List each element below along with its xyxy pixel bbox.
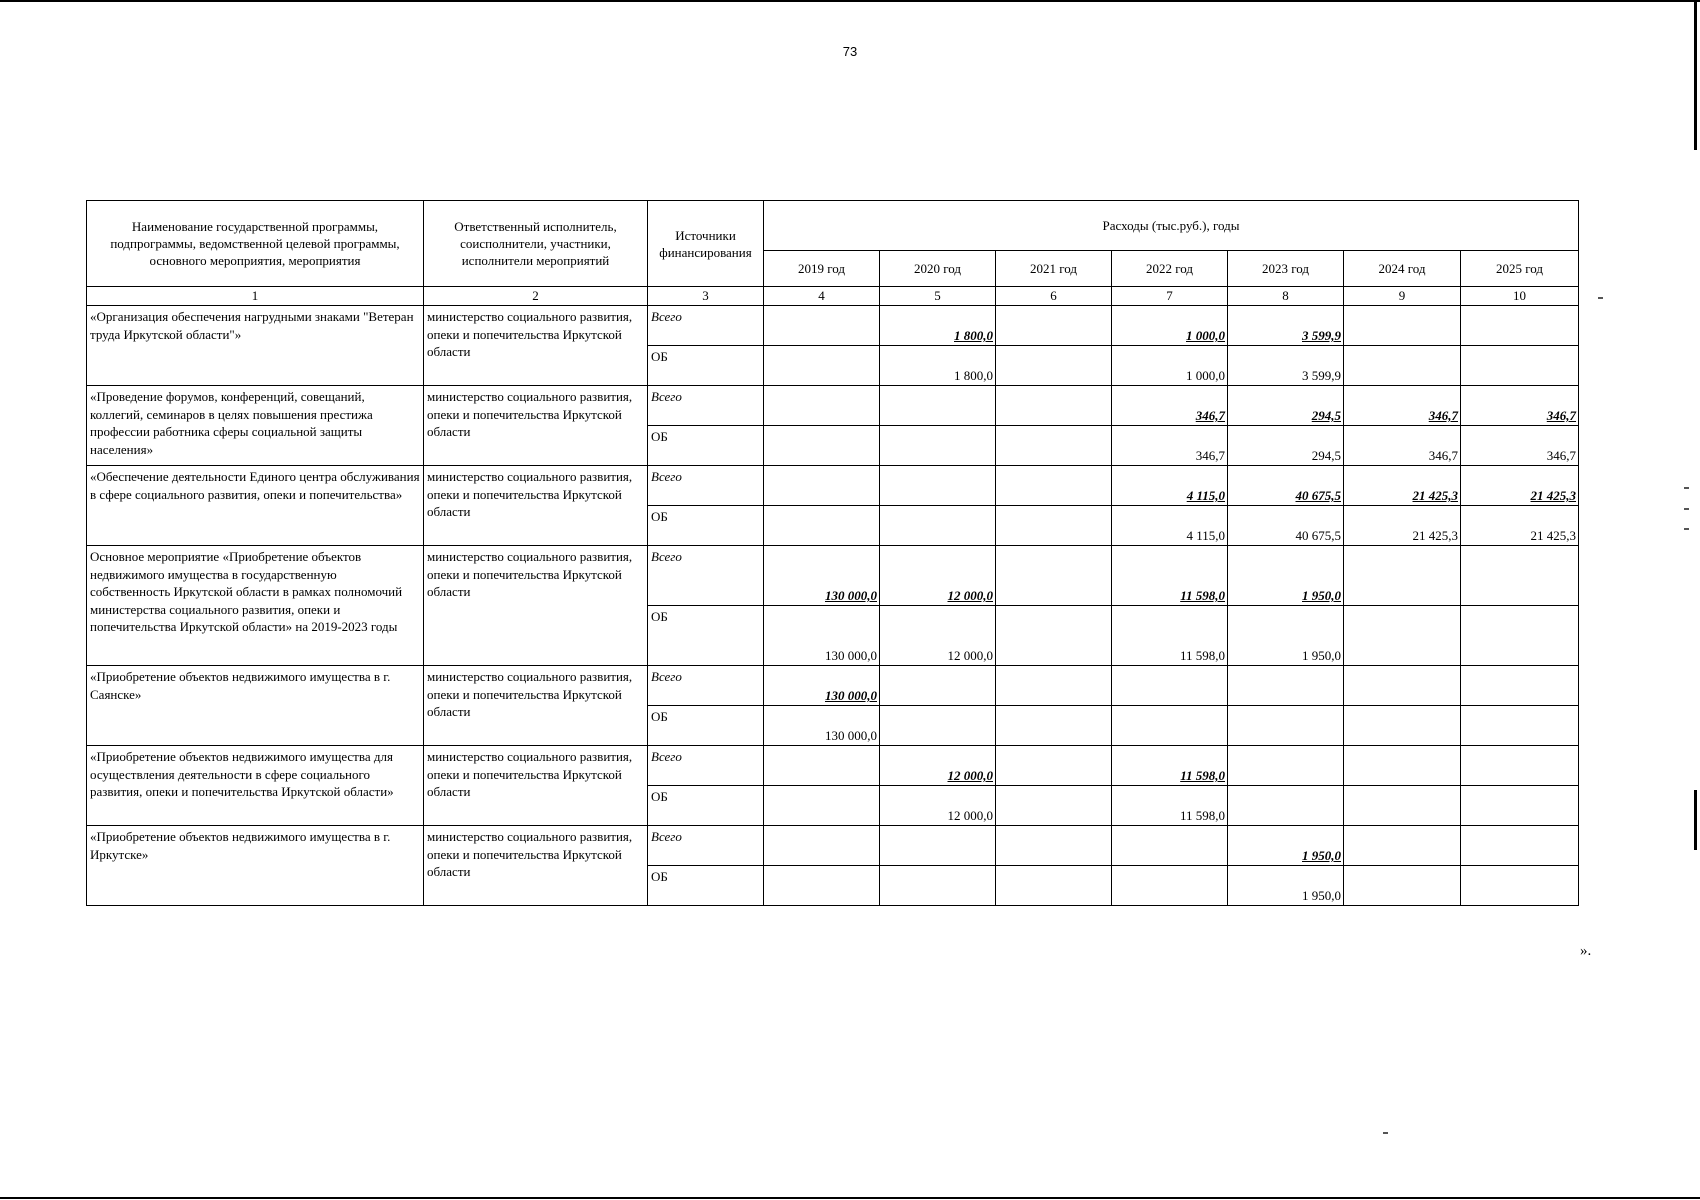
expense-value-cell	[764, 546, 880, 606]
expense-value: 130 000,0	[825, 588, 877, 603]
header-expenses-group: Расходы (тыс.руб.), годы	[764, 201, 1579, 251]
expense-value-cell	[1112, 506, 1228, 546]
expense-value: 21 425,3	[1412, 488, 1458, 503]
expense-value-cell	[880, 426, 996, 466]
expense-value: 21 425,3	[1412, 528, 1458, 543]
measure-name-cell: «Организация обеспечения нагрудными знаками "Ветеран труда Иркутской области"»	[87, 306, 424, 386]
expense-value-cell	[880, 826, 996, 866]
expense-value-cell	[880, 866, 996, 906]
column-number: 3	[648, 287, 764, 306]
expense-value-cell	[1228, 386, 1344, 426]
expense-value-cell	[996, 706, 1112, 746]
expense-value-cell	[1461, 706, 1579, 746]
header-name-column: Наименование государственной программы, подпрограммы, ведомственной целевой программы, основного мероприятия, мероприятия	[87, 201, 424, 287]
expense-value-cell	[764, 666, 880, 706]
column-number: 6	[996, 287, 1112, 306]
budget-table	[86, 200, 1579, 906]
expense-value-cell	[1461, 466, 1579, 506]
header-year: 2023 год	[1228, 251, 1344, 287]
expense-value-cell	[996, 426, 1112, 466]
expense-value: 294,5	[1311, 448, 1341, 463]
expense-value-cell	[1228, 786, 1344, 826]
expense-value: 11 598,0	[1179, 808, 1225, 823]
measure-name-cell: «Приобретение объектов недвижимого имущества в г. Иркутске»	[87, 826, 424, 906]
header-year: 2021 год	[996, 251, 1112, 287]
expense-value: 21 425,3	[1530, 488, 1577, 503]
expense-value-cell	[1112, 866, 1228, 906]
expense-value-cell	[1461, 606, 1579, 666]
expense-value-cell	[1461, 826, 1579, 866]
table-header	[87, 201, 1579, 306]
expense-value: 130 000,0	[825, 728, 877, 743]
expense-value-cell	[1112, 306, 1228, 346]
expense-value-cell	[1112, 606, 1228, 666]
expense-value-cell	[1112, 746, 1228, 786]
expense-value-cell	[1461, 786, 1579, 826]
expense-value-cell	[764, 746, 880, 786]
expense-value-cell	[1344, 706, 1461, 746]
column-number: 10	[1461, 287, 1579, 306]
expense-value-cell	[1344, 826, 1461, 866]
expense-value-cell	[1344, 606, 1461, 666]
expense-value-cell	[996, 786, 1112, 826]
expense-value: 11 598,0	[1180, 768, 1225, 783]
expense-value: 1 800,0	[954, 368, 993, 383]
expense-value-cell	[1344, 746, 1461, 786]
table-row	[87, 666, 1579, 706]
executor-cell: министерство социального развития, опеки и попечительства Иркутской области	[424, 306, 648, 386]
expense-value-cell	[1461, 546, 1579, 606]
expense-value-cell	[996, 606, 1112, 666]
expense-value: 130 000,0	[825, 648, 877, 663]
expense-value-cell	[1112, 706, 1228, 746]
expense-value: 4 115,0	[1186, 528, 1225, 543]
measure-name-cell: «Приобретение объектов недвижимого имущества в г. Саянске»	[87, 666, 424, 746]
scan-tick	[1383, 1132, 1388, 1134]
expense-value-cell	[880, 786, 996, 826]
expense-value-cell	[1461, 386, 1579, 426]
table-row	[87, 466, 1579, 506]
expense-value: 12 000,0	[947, 588, 993, 603]
scan-tick	[1598, 297, 1603, 299]
expense-value: 3 599,9	[1302, 328, 1341, 343]
funding-source-cell: ОБ	[648, 606, 764, 666]
expense-value-cell	[1112, 386, 1228, 426]
expense-value-cell	[764, 386, 880, 426]
expense-value: 3 599,9	[1302, 368, 1341, 383]
expense-value-cell	[996, 346, 1112, 386]
expense-value-cell	[1112, 786, 1228, 826]
funding-source-cell: ОБ	[648, 706, 764, 746]
column-number: 5	[880, 287, 996, 306]
expense-value-cell	[880, 306, 996, 346]
expense-value: 346,7	[1428, 408, 1458, 423]
expense-value-cell	[1112, 546, 1228, 606]
expense-value-cell	[996, 466, 1112, 506]
expense-value-cell	[764, 786, 880, 826]
page-number: 73	[842, 44, 858, 59]
expense-value-cell	[764, 606, 880, 666]
executor-cell: министерство социального развития, опеки и попечительства Иркутской области	[424, 546, 648, 666]
table-body	[87, 306, 1579, 906]
table-row	[87, 386, 1579, 426]
expense-value: 12 000,0	[947, 648, 993, 663]
measure-name-cell: «Обеспечение деятельности Единого центра обслуживания в сфере социального развития, опеки и попечительства»	[87, 466, 424, 546]
funding-source-cell: ОБ	[648, 506, 764, 546]
executor-cell: министерство социального развития, опеки и попечительства Иркутской области	[424, 386, 648, 466]
expense-value-cell	[1228, 466, 1344, 506]
header-year: 2020 год	[880, 251, 996, 287]
expense-value-cell	[1112, 426, 1228, 466]
funding-source-cell: Всего	[648, 666, 764, 706]
scan-edge-bottom	[0, 1197, 1700, 1199]
expense-value-cell	[1228, 826, 1344, 866]
expense-value: 1 000,0	[1186, 328, 1225, 343]
scan-edge-right	[1694, 0, 1697, 150]
expense-value: 40 675,5	[1295, 488, 1341, 503]
expense-value: 40 675,5	[1295, 528, 1341, 543]
expense-value-cell	[1461, 506, 1579, 546]
expense-value: 12 000,0	[947, 808, 993, 823]
header-executor-column: Ответственный исполнитель, соисполнители, участники, исполнители мероприятий	[424, 201, 648, 287]
column-numbers-row	[87, 287, 1579, 306]
expense-value-cell	[764, 866, 880, 906]
expense-value-cell	[1344, 666, 1461, 706]
expense-value-cell	[764, 826, 880, 866]
table-row	[87, 746, 1579, 786]
expense-value: 11 598,0	[1180, 588, 1225, 603]
measure-name-cell: «Приобретение объектов недвижимого имущества для осуществления деятельности в сфере социального развития, опеки и попечительства Иркутской области»	[87, 746, 424, 826]
expense-value-cell	[996, 866, 1112, 906]
expense-value-cell	[996, 506, 1112, 546]
expense-value-cell	[880, 606, 996, 666]
column-number: 1	[87, 287, 424, 306]
table-row	[87, 826, 1579, 866]
expense-value-cell	[880, 546, 996, 606]
table-row	[87, 546, 1579, 606]
column-number: 9	[1344, 287, 1461, 306]
header-year: 2025 год	[1461, 251, 1579, 287]
funding-source-cell: ОБ	[648, 426, 764, 466]
expense-value-cell	[1228, 426, 1344, 466]
expense-value-cell	[996, 306, 1112, 346]
expense-value-cell	[1461, 866, 1579, 906]
column-number: 7	[1112, 287, 1228, 306]
expense-value: 1 950,0	[1302, 848, 1341, 863]
expense-value-cell	[1344, 866, 1461, 906]
expense-value: 21 425,3	[1530, 528, 1577, 543]
measure-name-cell: «Проведение форумов, конференций, совещаний, коллегий, семинаров в целях повышения престижа профессии работника сферы социальной защиты населения»	[87, 386, 424, 466]
funding-source-cell: ОБ	[648, 786, 764, 826]
executor-cell: министерство социального развития, опеки и попечительства Иркутской области	[424, 826, 648, 906]
expense-value-cell	[880, 706, 996, 746]
funding-source-cell: Всего	[648, 306, 764, 346]
expense-value-cell	[1344, 786, 1461, 826]
column-number: 4	[764, 287, 880, 306]
expense-value: 346,7	[1195, 448, 1225, 463]
measure-name-cell: Основное мероприятие «Приобретение объектов недвижимого имущества в государственную собственность Иркутской области в рамках полномочий министерства социального развития, опеки и попечительства Иркутской области» на 2019-2023 годы	[87, 546, 424, 666]
executor-cell: министерство социального развития, опеки и попечительства Иркутской области	[424, 746, 648, 826]
expense-value-cell	[996, 386, 1112, 426]
funding-source-cell: Всего	[648, 466, 764, 506]
expense-value-cell	[880, 466, 996, 506]
expense-value-cell	[880, 346, 996, 386]
scan-tick	[1684, 487, 1689, 489]
expense-value-cell	[1112, 466, 1228, 506]
funding-source-cell: ОБ	[648, 866, 764, 906]
expense-value-cell	[764, 306, 880, 346]
scan-edge-right-lower	[1694, 790, 1697, 850]
expense-value-cell	[1461, 426, 1579, 466]
header-source-column: Источники финансирования	[648, 201, 764, 287]
expense-value: 130 000,0	[825, 688, 877, 703]
expense-value: 1 000,0	[1186, 368, 1225, 383]
expense-value-cell	[1344, 426, 1461, 466]
expense-value-cell	[1112, 826, 1228, 866]
expense-value-cell	[1461, 666, 1579, 706]
expense-value-cell	[1461, 346, 1579, 386]
expense-value-cell	[764, 426, 880, 466]
expense-value-cell	[1228, 666, 1344, 706]
expense-value: 12 000,0	[947, 768, 993, 783]
expense-value-cell	[764, 346, 880, 386]
expense-value-cell	[1228, 746, 1344, 786]
expense-value: 11 598,0	[1179, 648, 1225, 663]
expense-value-cell	[1228, 606, 1344, 666]
executor-cell: министерство социального развития, опеки и попечительства Иркутской области	[424, 466, 648, 546]
funding-source-cell: Всего	[648, 386, 764, 426]
expense-value-cell	[1228, 866, 1344, 906]
funding-source-cell: Всего	[648, 746, 764, 786]
scan-edge-top	[0, 0, 1700, 2]
scan-tick	[1684, 508, 1689, 510]
expense-value: 1 950,0	[1302, 588, 1341, 603]
header-year: 2022 год	[1112, 251, 1228, 287]
expense-value-cell	[764, 466, 880, 506]
expense-value: 1 950,0	[1302, 888, 1341, 903]
expense-value-cell	[1344, 386, 1461, 426]
expense-value-cell	[1228, 706, 1344, 746]
expense-value-cell	[880, 746, 996, 786]
column-number: 8	[1228, 287, 1344, 306]
expense-value-cell	[1228, 306, 1344, 346]
expense-value-cell	[1344, 306, 1461, 346]
expense-value: 1 800,0	[954, 328, 993, 343]
expense-value-cell	[1112, 346, 1228, 386]
scan-tick	[1684, 528, 1689, 530]
expense-value: 346,7	[1546, 408, 1577, 423]
expense-value: 294,5	[1311, 408, 1341, 423]
funding-source-cell: Всего	[648, 826, 764, 866]
expense-value-cell	[1461, 746, 1579, 786]
expense-value: 346,7	[1428, 448, 1458, 463]
expense-value-cell	[996, 826, 1112, 866]
executor-cell: министерство социального развития, опеки и попечительства Иркутской области	[424, 666, 648, 746]
expense-value-cell	[1228, 546, 1344, 606]
expense-value: 346,7	[1546, 448, 1577, 463]
expense-value-cell	[1344, 546, 1461, 606]
expense-value-cell	[880, 386, 996, 426]
expense-value-cell	[764, 506, 880, 546]
header-year: 2019 год	[764, 251, 880, 287]
expense-value-cell	[1344, 346, 1461, 386]
expense-value-cell	[996, 546, 1112, 606]
expense-value-cell	[996, 666, 1112, 706]
expense-value: 346,7	[1195, 408, 1225, 423]
expense-value-cell	[1228, 506, 1344, 546]
expense-value: 1 950,0	[1302, 648, 1341, 663]
expense-value: 4 115,0	[1186, 488, 1225, 503]
funding-source-cell: ОБ	[648, 346, 764, 386]
table-row	[87, 306, 1579, 346]
expense-value-cell	[1344, 466, 1461, 506]
expense-value-cell	[1228, 346, 1344, 386]
expense-value-cell	[880, 506, 996, 546]
expense-value-cell	[764, 706, 880, 746]
expense-value-cell	[880, 666, 996, 706]
expense-value-cell	[996, 746, 1112, 786]
closing-quote-mark: ».	[1580, 943, 1592, 959]
funding-source-cell: Всего	[648, 546, 764, 606]
expense-value-cell	[1112, 666, 1228, 706]
expense-value-cell	[1344, 506, 1461, 546]
column-number: 2	[424, 287, 648, 306]
expense-value-cell	[1461, 306, 1579, 346]
header-year: 2024 год	[1344, 251, 1461, 287]
